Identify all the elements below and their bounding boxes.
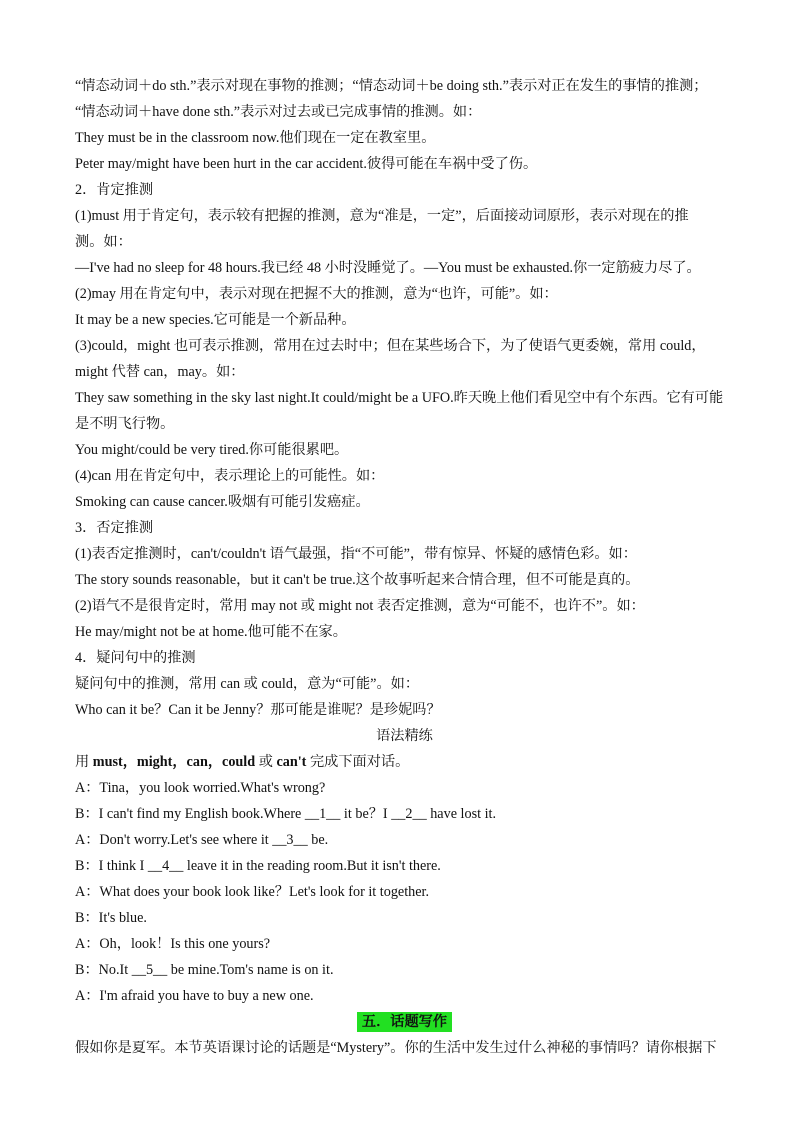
intro-line-2: “情态动词＋have done sth.”表示对过去或已完成事情的推测。如： [75, 104, 482, 120]
paragraph-can: (4)can 用在肯定句中，表示理论上的可能性。如： [75, 468, 385, 484]
example-sentence: —I've had no sleep for 48 hours.我已经 48 小时没睡觉了。—You must be exhausted.你一定筋疲力尽了。 [75, 260, 701, 276]
practice-title: 语法精练 [376, 728, 433, 744]
example-sentence-cont: 是不明飞行物。 [75, 416, 175, 432]
practice-instruction [75, 749, 734, 775]
paragraph-may: (2)may 用在肯定句中，表示对现在把握不大的推测，意为“也许，可能”。如： [75, 286, 558, 302]
dialogue-line: A：What does your book look like？Let's look for it together. [75, 884, 430, 900]
instruction-keywords: must，might，can，could [92, 754, 256, 770]
section-five-header [75, 1009, 734, 1035]
example-sentence: The story sounds reasonable，but it can't be true.这个故事听起来合情合理，但不可能是真的。 [75, 572, 640, 588]
section-heading-affirmative: 2．肯定推测 [75, 182, 154, 198]
dialogue-line: B：I think I __4__ leave it in the reading room.But it isn't there. [75, 858, 441, 874]
section-heading-question: 4．疑问句中的推测 [75, 650, 196, 666]
instruction-keyword-cant: can't [276, 754, 307, 770]
intro-line-1: “情态动词＋do sth.”表示对现在事物的推测；“情态动词＋be doing sth.”表示对正在发生的事情的推测； [75, 78, 708, 94]
paragraph-may-not: (2)语气不是很肯定时，常用 may not 或 might not 表否定推测，意为“可能不，也许不”。如： [75, 598, 645, 614]
dialogue-line: B：It's blue. [75, 910, 147, 926]
paragraph-must-line-1: (1)must 用于肯定句，表示较有把握的推测，意为“准是，一定”，后面接动词原形，表示对现在的推 [75, 208, 689, 224]
example-sentence: They must be in the classroom now.他们现在一定在教室里。 [75, 130, 436, 146]
dialogue-line: A：Don't worry.Let's see where it __3__ be. [75, 832, 329, 848]
dialogue-line: B：I can't find my English book.Where __1__ it be？I __2__ have lost it. [75, 806, 497, 822]
section-five-badge: 五．话题写作 [357, 1012, 452, 1032]
example-sentence: It may be a new species.它可能是一个新品种。 [75, 312, 356, 328]
writing-task-text: 假如你是夏军。本节英语课讨论的话题是“Mystery”。你的生活中发生过什么神秘的事情吗？请你根据下 [75, 1040, 717, 1056]
instruction-text: 用 [75, 754, 93, 770]
instruction-text: 完成下面对话。 [306, 754, 410, 770]
example-sentence: They saw something in the sky last night.It could/might be a UFO.昨天晚上他们看见空中有个东西。它有可能 [75, 390, 724, 406]
dialogue-line: B：No.It __5__ be mine.Tom's name is on it. [75, 962, 334, 978]
paragraph-question: 疑问句中的推测，常用 can 或 could，意为“可能”。如： [75, 676, 420, 692]
dialogue-line: A：Tina，you look worried.What's wrong? [75, 780, 326, 796]
paragraph-cant: (1)表否定推测时，can't/couldn't 语气最强，指“不可能”，带有惊异、怀疑的感情色彩。如： [75, 546, 637, 562]
section-heading-negative: 3．否定推测 [75, 520, 154, 536]
example-sentence: You might/could be very tired.你可能很累吧。 [75, 442, 349, 458]
example-sentence: Peter may/might have been hurt in the car accident.彼得可能在车祸中受了伤。 [75, 156, 538, 172]
instruction-text: 或 [255, 754, 277, 770]
example-sentence: Smoking can cause cancer.吸烟有可能引发癌症。 [75, 494, 370, 510]
dialogue-line: A：Oh，look！Is this one yours? [75, 936, 271, 952]
example-sentence: Who can it be？Can it be Jenny？那可能是谁呢？是珍妮吗？ [75, 702, 441, 718]
paragraph-could-might-line-1: (3)could，might 也可表示推测，常用在过去时中；但在某些场合下，为了使语气更委婉，常用 could， [75, 338, 706, 354]
example-sentence: He may/might not be at home.他可能不在家。 [75, 624, 347, 640]
paragraph-could-might-line-2: might 代替 can，may。如： [75, 364, 245, 380]
dialogue-line: A：I'm afraid you have to buy a new one. [75, 988, 314, 1004]
paragraph-must-line-2: 测。如： [75, 234, 132, 250]
